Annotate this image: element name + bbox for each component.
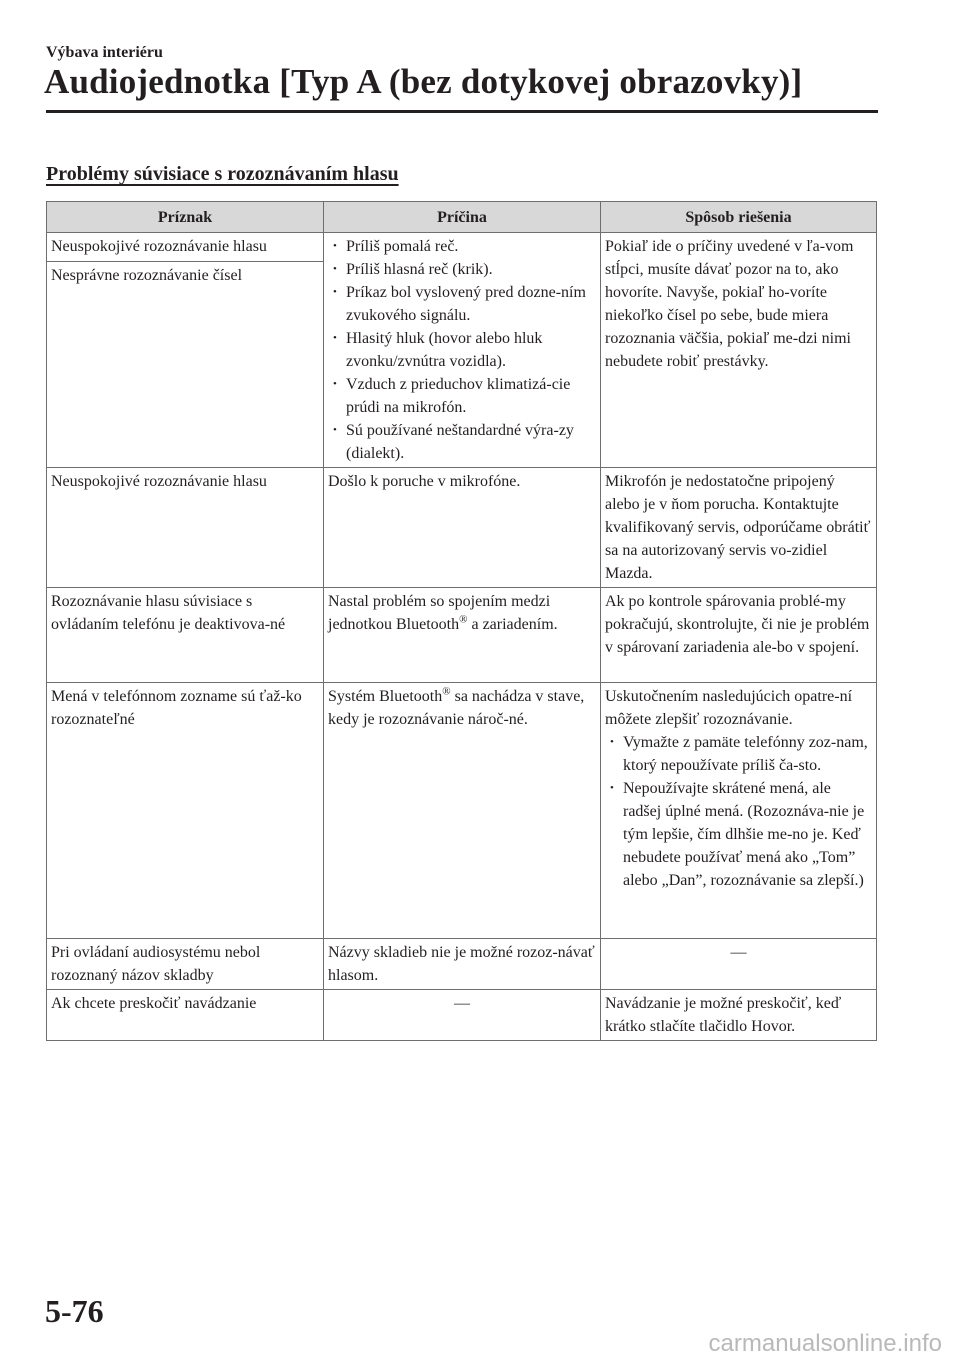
page-title: Audiojednotka [Typ A (bez dotykovej obrazovky)] bbox=[44, 62, 803, 101]
symptom-cell: Ak chcete preskočiť navádzanie bbox=[47, 990, 324, 1041]
symptom-cell: Pri ovládaní audiosystému nebol rozoznaný názov skladby bbox=[47, 939, 324, 990]
column-header-cause: Príčina bbox=[324, 202, 601, 233]
title-rule bbox=[46, 110, 878, 113]
list-item: • Hlasitý hluk (hovor alebo hluk zvonku/zvnútra vozidla). bbox=[328, 327, 596, 373]
list-item: • Nepoužívajte skrátené mená, ale radšej úplné mená. (Rozoznáva-nie je tým lepšie, čím dlhšie me-no je. Keď nebudete používať mená ako „Tom” alebo „Dan”, rozoznávanie sa zlepší.) bbox=[605, 777, 872, 892]
cause-text: Systém Bluetooth bbox=[328, 688, 443, 705]
table-row bbox=[47, 588, 877, 683]
cause-cell bbox=[324, 683, 601, 939]
solution-cell bbox=[601, 683, 877, 939]
symptom-cell: Nesprávne rozoznávanie čísel bbox=[47, 261, 324, 467]
table-row bbox=[47, 233, 877, 262]
registered-mark: ® bbox=[459, 613, 468, 626]
registered-mark: ® bbox=[442, 685, 451, 698]
empty-dash: — bbox=[454, 995, 470, 1012]
list-item: • Príliš pomalá reč. bbox=[328, 235, 596, 258]
symptom-cell: Neuspokojivé rozoznávanie hlasu bbox=[47, 233, 324, 262]
solution-cell: Ak po kontrole spárovania problé-my pokračujú, skontrolujte, či nie je problém v spárovaní zariadenia ale-bo v spojení. bbox=[601, 588, 877, 683]
page-number: 5-76 bbox=[45, 1293, 104, 1329]
cause-text-end: sa nachádza v stave, kedy je rozoznávanie nároč-né. bbox=[328, 688, 585, 728]
solution-cell: Mikrofón je nedostatočne pripojený alebo je v ňom porucha. Kontaktujte kvalifikovaný servis, odporúčame obrátiť sa na autorizovaný servis vo-zidiel Mazda. bbox=[601, 468, 877, 588]
cause-cell: Názvy skladieb nie je možné rozoz-návať hlasom. bbox=[324, 939, 601, 990]
list-item: • Vymažte z pamäte telefónny zoz-nam, ktorý nepoužívate príliš ča-sto. bbox=[605, 731, 872, 777]
cause-text: Nastal problém so spojením medzi jednotkou Bluetooth bbox=[328, 593, 551, 633]
column-header-solution: Spôsob riešenia bbox=[601, 202, 877, 233]
solution-cell: Pokiaľ ide o príčiny uvedené v ľa-vom stĺpci, musíte dávať pozor na to, ako hovoríte. Navyše, pokiaľ ho-voríte niekoľko čísel po sebe, bude miera rozoznania väčšia, pokiaľ me-dzi nimi nebudete robiť prestávky. bbox=[601, 233, 877, 468]
list-item: • Príkaz bol vyslovený pred dozne-ním zvukového signálu. bbox=[328, 281, 596, 327]
list-item: • Vzduch z prieduchov klimatizá-cie prúdi na mikrofón. bbox=[328, 373, 596, 419]
cause-cell: Došlo k poruche v mikrofóne. bbox=[324, 468, 601, 588]
watermark: carmanualsonline.info bbox=[708, 1330, 942, 1357]
table-header-row bbox=[47, 202, 877, 233]
list-item: • Sú používané neštandardné výra-zy (dialekt). bbox=[328, 419, 596, 465]
symptom-cell: Neuspokojivé rozoznávanie hlasu bbox=[47, 468, 324, 588]
cause-text-end: a zariadením. bbox=[467, 616, 558, 633]
symptom-cell: Mená v telefónnom zozname sú ťaž-ko rozoznateľné bbox=[47, 683, 324, 939]
solution-cell bbox=[601, 939, 877, 990]
cause-cell bbox=[324, 990, 601, 1041]
solution-list bbox=[605, 731, 872, 892]
list-item: • Príliš hlasná reč (krik). bbox=[328, 258, 596, 281]
table-row bbox=[47, 683, 877, 939]
table-row bbox=[47, 939, 877, 990]
troubleshooting-table bbox=[46, 201, 877, 1041]
table-row bbox=[47, 990, 877, 1041]
empty-dash: — bbox=[730, 944, 747, 961]
subheading: Problémy súvisiace s rozoznávaním hlasu bbox=[46, 163, 399, 185]
cause-list bbox=[328, 235, 596, 465]
cause-cell bbox=[324, 588, 601, 683]
symptom-cell: Rozoznávanie hlasu súvisiace s ovládaním telefónu je deaktivova-né bbox=[47, 588, 324, 683]
column-header-symptom: Príznak bbox=[47, 202, 324, 233]
solution-cell: Navádzanie je možné preskočiť, keď krátko stlačíte tlačidlo Hovor. bbox=[601, 990, 877, 1041]
cause-cell bbox=[324, 233, 601, 468]
table-row bbox=[47, 468, 877, 588]
section-label: Výbava interiéru bbox=[46, 44, 163, 61]
solution-intro: Uskutočnením nasledujúcich opatre-ní môžete zlepšiť rozoznávanie. bbox=[605, 688, 853, 728]
